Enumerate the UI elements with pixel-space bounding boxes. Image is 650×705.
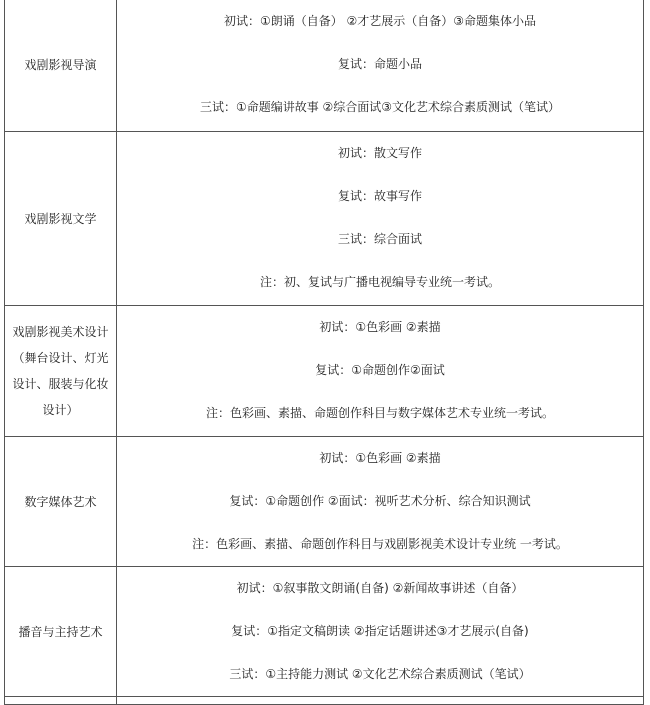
table-row [5,0,644,132]
major-name-cell: 戏剧影视文学 [5,132,117,306]
exam-note-line: 注：初、复试与广播电视编导专业统一考试。 [259,275,500,289]
major-name-cell: 播音与主持艺术 [5,567,117,697]
exam-details-cell [117,437,644,567]
exam-detail-line: 初试：①叙事散文朗诵(自备) ②新闻故事讲述（自备） [236,580,524,595]
major-name-cell: 戏剧影视导演 [5,0,117,132]
major-name-cell: 戏剧影视美术设计（舞台设计、灯光设计、服装与化妆设计） [5,306,117,437]
exam-details-cell [117,697,644,705]
exam-detail-line: 三试：①命题编讲故事 ②综合面试③文化艺术综合素质测试（笔试） [199,100,561,114]
exam-details-cell [117,567,644,697]
table-row-partial [5,697,644,705]
exam-detail-line: 初试：①色彩画 ②素描 [319,320,441,334]
exam-detail-line: 复试：故事写作 [337,189,422,203]
exam-detail-line: 三试：①主持能力测试 ②文化艺术综合素质测试（笔试） [229,666,531,681]
exam-detail-line: 初试：散文写作 [337,146,422,160]
exam-details-cell [117,132,644,306]
exam-details-cell [117,0,644,132]
exam-detail-line: 复试：①命题创作②面试 [315,363,445,377]
table-row [5,132,644,306]
exam-note-line: 注：色彩画、素描、命题创作科目与数字媒体艺术专业统一考试。 [205,406,554,420]
exam-detail-line: 复试：命题小品 [337,57,422,71]
exam-detail-line: 复试：①指定文稿朗读 ②指定话题讲述③才艺展示(自备) [231,623,529,638]
exam-note-line: 注：色彩画、素描、命题创作科目与戏剧影视美术设计专业统 一考试。 [192,536,568,551]
exam-subjects-table [4,0,644,705]
major-name-cell [5,697,117,705]
exam-detail-line: 复试：①命题创作 ②面试：视听艺术分析、综合知识测试 [229,493,531,508]
exam-detail-line: 初试：①朗诵（自备） ②才艺展示（自备）③命题集体小品 [223,14,537,28]
table-row [5,306,644,437]
exam-detail-line: 三试：综合面试 [337,232,422,246]
table-row [5,567,644,697]
major-name-cell: 数字媒体艺术 [5,437,117,567]
exam-detail-line: 初试：①色彩画 ②素描 [319,450,441,465]
table-row [5,437,644,567]
exam-details-cell [117,306,644,437]
